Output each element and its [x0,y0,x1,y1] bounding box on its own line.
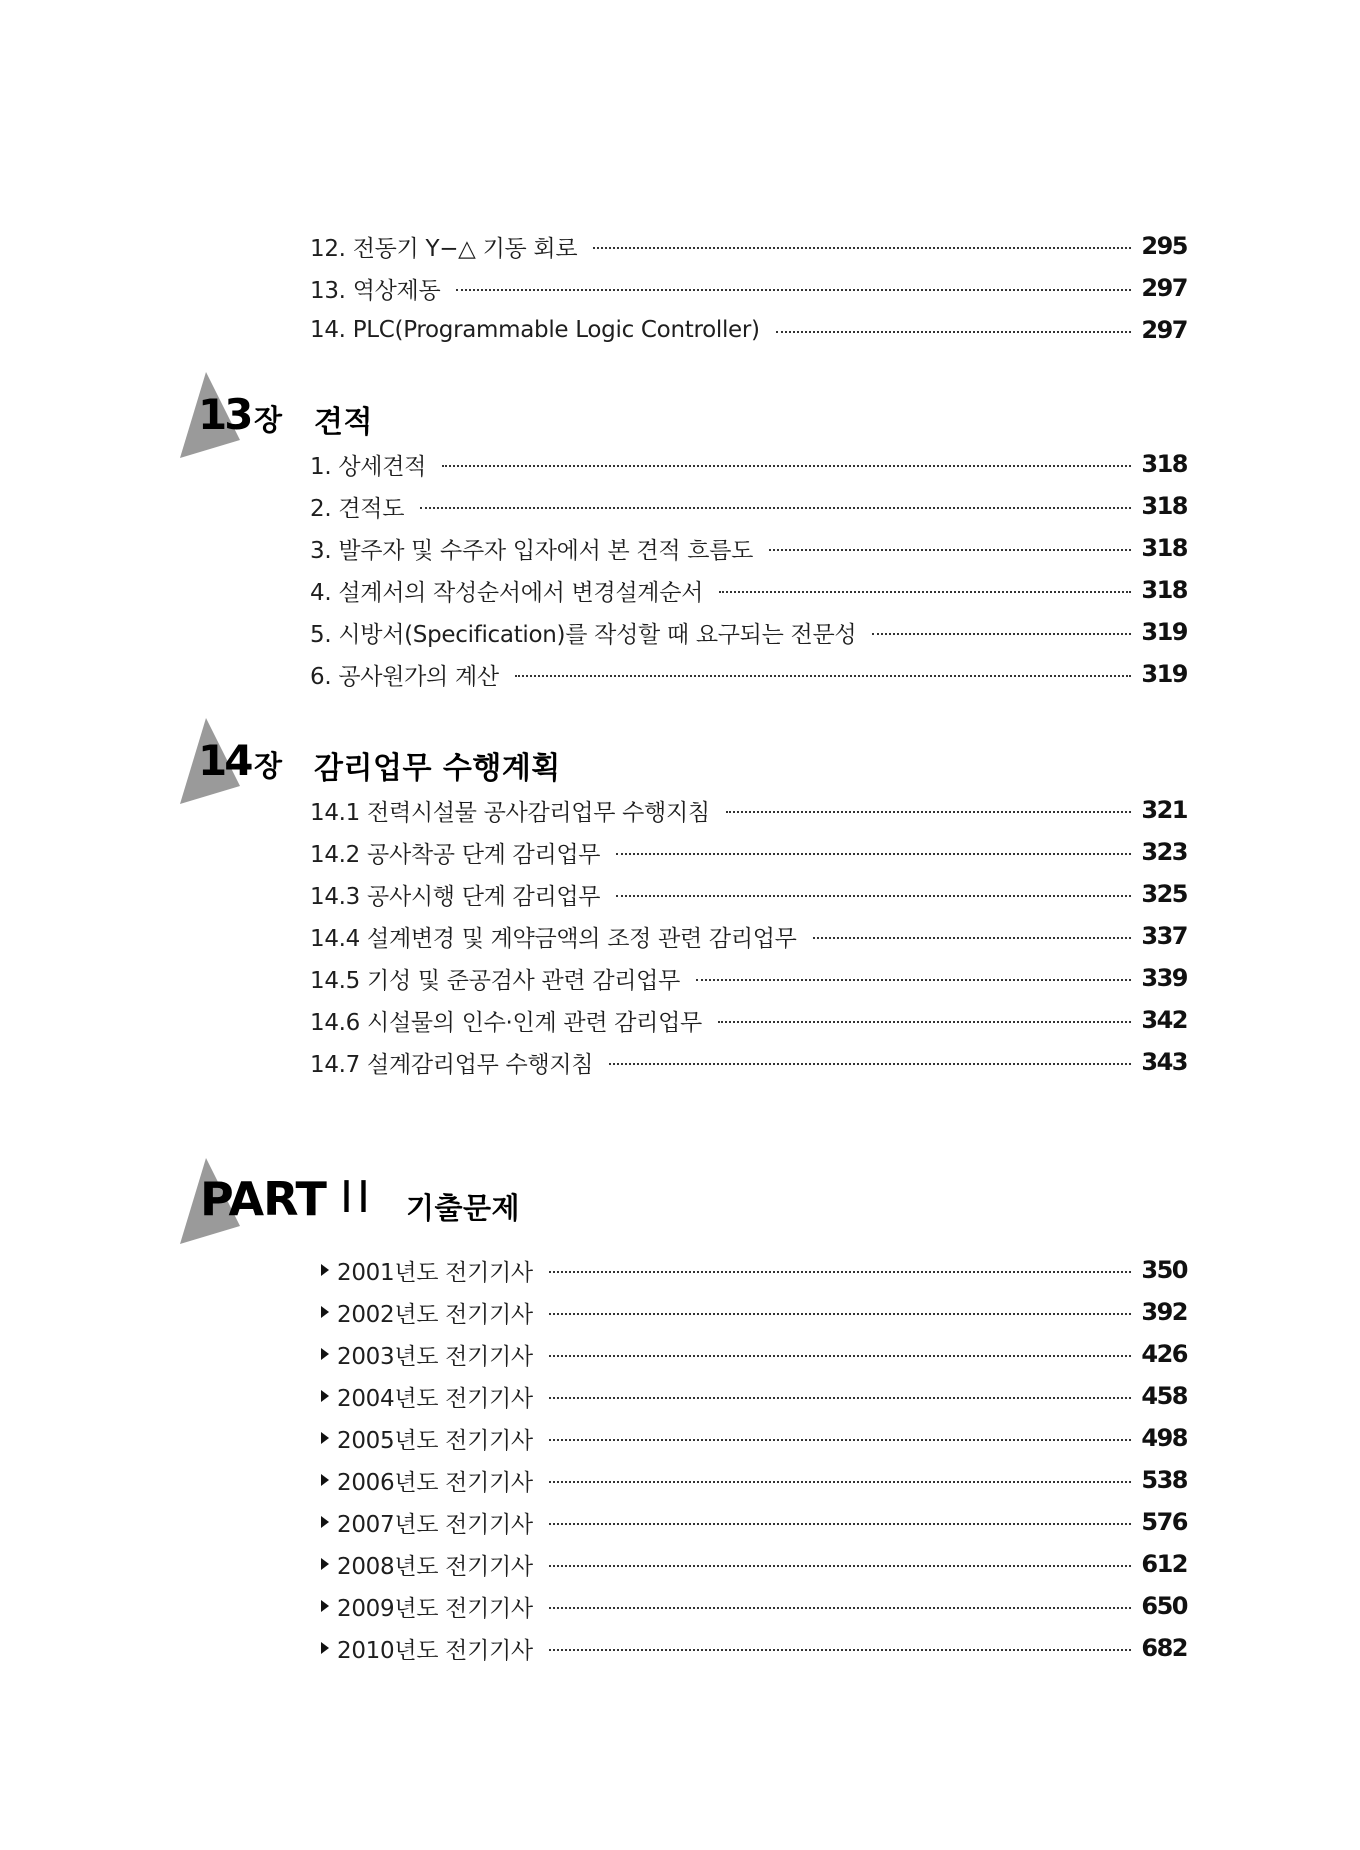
part-label: PART [200,1172,326,1226]
dot-leader [549,1313,1132,1315]
dot-leader [456,289,1131,291]
toc-entry-page: 295 [1141,232,1187,260]
toc-entry[interactable] [310,790,1187,830]
toc-entry[interactable] [310,1334,1187,1374]
dot-leader [549,1565,1132,1567]
part-numeral: II [340,1172,374,1223]
chapter-suffix: 장 [254,749,283,783]
toc-entry-page: 576 [1141,1508,1187,1536]
toc-entry[interactable] [310,570,1187,610]
toc-entry-text: 2006년도 전기기사 [337,1469,533,1496]
chapter-title: 견적 [314,405,373,440]
toc-entry-label: 14.4 설계변경 및 계약금액의 조정 관련 감리업무 [310,925,797,952]
dot-leader [549,1523,1132,1525]
toc-entry[interactable] [310,916,1187,956]
toc-entry-text: 2007년도 전기기사 [337,1511,533,1538]
toc-entry-label [310,1296,533,1329]
toc-entry[interactable] [310,226,1187,266]
toc-entry-page: 337 [1141,922,1187,950]
toc-entry-page: 318 [1141,534,1187,562]
toc-entry[interactable] [310,528,1187,568]
toc-entry[interactable] [310,1502,1187,1542]
toc-entry-label: 14.7 설계감리업무 수행지침 [310,1051,594,1078]
dot-leader [515,675,1132,677]
arrow-right-icon [321,1474,329,1486]
toc-entry-page: 319 [1141,618,1187,646]
dot-leader [616,895,1131,897]
chapter-number: 14 [198,736,251,785]
toc-entry-text: 2010년도 전기기사 [337,1637,533,1664]
toc-entry-label [310,1464,533,1497]
toc-entry-label: 13. 역상제동 [310,277,441,304]
toc-entry[interactable] [310,1418,1187,1458]
toc-entry[interactable] [310,1460,1187,1500]
toc-entry[interactable] [310,1292,1187,1332]
toc-entry-page: 297 [1141,274,1187,302]
arrow-right-icon [321,1558,329,1570]
dot-leader [726,811,1132,813]
toc-entry-page: 538 [1141,1466,1187,1494]
toc-entry-label: 1. 상세견적 [310,453,427,480]
toc-entry-page: 682 [1141,1634,1187,1662]
toc-entry-label: 14.6 시설물의 인수·인계 관련 감리업무 [310,1009,702,1036]
toc-entry[interactable] [310,874,1187,914]
dot-leader [549,1649,1132,1651]
toc-entry-label: 14.5 기성 및 준공검사 관련 감리업무 [310,967,681,994]
toc-entry[interactable] [310,1628,1187,1668]
toc-entry-page: 318 [1141,450,1187,478]
toc-entry-page: 426 [1141,1340,1187,1368]
arrow-right-icon [321,1306,329,1318]
toc-entry-label [310,1590,533,1623]
dot-leader [549,1271,1132,1273]
toc-entry[interactable] [310,444,1187,484]
arrow-right-icon [321,1516,329,1528]
toc-entry-page: 297 [1141,316,1187,344]
toc-entry-page: 318 [1141,492,1187,520]
arrow-right-icon [321,1600,329,1612]
toc-entry-label [310,1548,533,1581]
toc-entry-page: 498 [1141,1424,1187,1452]
toc-entry-label [310,1254,533,1287]
toc-entry-label: 12. 전동기 Y−△ 기동 회로 [310,235,578,262]
toc-entry-page: 350 [1141,1256,1187,1284]
toc-entry-label: 4. 설계서의 작성순서에서 변경설계순서 [310,579,704,606]
toc-entry-label: 6. 공사원가의 계산 [310,663,499,690]
chapter-number: 13 [198,390,251,439]
toc-entry-page: 339 [1141,964,1187,992]
toc-entry[interactable] [310,1250,1187,1290]
dot-leader [549,1439,1132,1441]
toc-entry-page: 392 [1141,1298,1187,1326]
arrow-right-icon [321,1432,329,1444]
chapter-suffix: 장 [254,403,283,437]
dot-leader [776,331,1132,333]
dot-leader [549,1481,1132,1483]
toc-entry-page: 458 [1141,1382,1187,1410]
dot-leader [616,853,1131,855]
toc-entry-label: 14.3 공사시행 단계 감리업무 [310,883,601,910]
toc-entry-label: 14.1 전력시설물 공사감리업무 수행지침 [310,799,710,826]
toc-entry-page: 321 [1141,796,1187,824]
dot-leader [442,465,1131,467]
arrow-right-icon [321,1348,329,1360]
toc-entry-label: 2. 견적도 [310,495,405,522]
dot-leader [872,633,1131,635]
toc-entry[interactable] [310,612,1187,652]
toc-entry-label [310,1380,533,1413]
toc-entry[interactable] [310,1586,1187,1626]
dot-leader [696,979,1131,981]
toc-entry-label: 3. 발주자 및 수주자 입자에서 본 견적 흐름도 [310,537,754,564]
toc-entry-text: 2008년도 전기기사 [337,1553,533,1580]
toc-entry[interactable] [310,268,1187,308]
toc-entry-label: 14.2 공사착공 단계 감리업무 [310,841,601,868]
toc-entry-label [310,1422,533,1455]
toc-entry-text: 2005년도 전기기사 [337,1427,533,1454]
toc-entry-text: 2004년도 전기기사 [337,1385,533,1412]
dot-leader [718,1021,1131,1023]
toc-entry-label [310,1632,533,1665]
arrow-right-icon [321,1390,329,1402]
toc-entry[interactable] [310,654,1187,694]
toc-entry-text: 2001년도 전기기사 [337,1259,533,1286]
toc-entry-page: 650 [1141,1592,1187,1620]
toc-entry-page: 318 [1141,576,1187,604]
toc-entry-page: 319 [1141,660,1187,688]
toc-entry-page: 612 [1141,1550,1187,1578]
toc-entry-label [310,1506,533,1539]
toc-entry-page: 343 [1141,1048,1187,1076]
dot-leader [549,1355,1132,1357]
toc-entry-label: 5. 시방서(Specification)를 작성할 때 요구되는 전문성 [310,621,857,648]
dot-leader [609,1063,1131,1065]
part-2-heading [180,1158,780,1248]
chapter-title: 감리업무 수행계획 [314,751,561,786]
part-title: 기출문제 [406,1191,521,1225]
toc-entry[interactable] [310,486,1187,526]
toc-entry[interactable] [310,310,1187,350]
toc-entry[interactable] [310,1042,1187,1082]
dot-leader [593,247,1131,249]
toc-entry[interactable] [310,832,1187,872]
toc-entry[interactable] [310,958,1187,998]
arrow-right-icon [321,1642,329,1654]
toc-entry-text: 2002년도 전기기사 [337,1301,533,1328]
dot-leader [769,549,1131,551]
toc-entry-text: 2003년도 전기기사 [337,1343,533,1370]
arrow-right-icon [321,1264,329,1276]
dot-leader [719,591,1131,593]
toc-entry[interactable] [310,1376,1187,1416]
dot-leader [549,1397,1132,1399]
toc-entry-page: 342 [1141,1006,1187,1034]
dot-leader [549,1607,1132,1609]
dot-leader [813,937,1132,939]
toc-entry-label: 14. PLC(Programmable Logic Controller) [310,317,760,343]
toc-entry[interactable] [310,1544,1187,1584]
toc-entry-page: 323 [1141,838,1187,866]
toc-entry[interactable] [310,1000,1187,1040]
toc-entry-label [310,1338,533,1371]
dot-leader [420,507,1131,509]
toc-entry-page: 325 [1141,880,1187,908]
toc-entry-text: 2009년도 전기기사 [337,1595,533,1622]
